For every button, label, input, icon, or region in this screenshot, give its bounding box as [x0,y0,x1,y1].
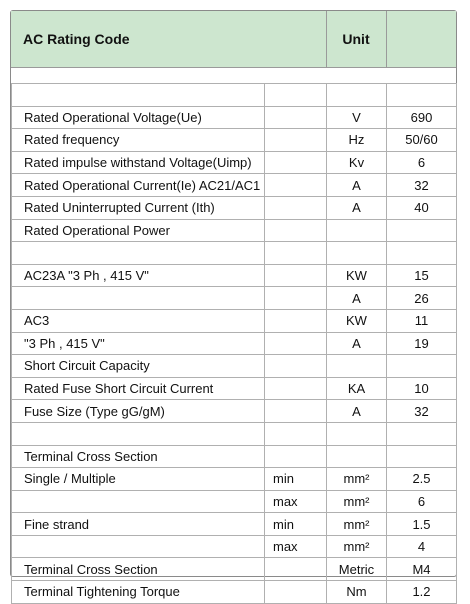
minmax-cell [265,129,327,152]
param-cell: Terminal Cross Section [12,558,265,581]
param-cell: Fuse Size (Type gG/gM) [12,400,265,423]
table-row [12,558,457,581]
unit-cell: mm² [327,490,387,513]
table-row [12,129,457,152]
table-row [12,535,457,558]
minmax-cell [265,242,327,265]
minmax-cell [265,445,327,468]
value-cell: 40 [387,196,457,219]
table-row [12,196,457,219]
unit-cell: Hz [327,129,387,152]
unit-cell: A [327,196,387,219]
unit-cell [327,422,387,445]
minmax-cell [265,400,327,423]
minmax-cell [265,558,327,581]
param-cell [12,287,265,310]
minmax-cell [265,377,327,400]
param-cell: Rated Fuse Short Circuit Current [12,377,265,400]
unit-cell: KW [327,264,387,287]
table-row [12,242,457,265]
minmax-cell [265,309,327,332]
value-cell: 6 [387,490,457,513]
table-row [12,106,457,129]
value-cell: 1.5 [387,513,457,536]
unit-cell [327,84,387,107]
unit-cell [327,445,387,468]
param-cell: Rated Uninterrupted Current (Ith) [12,196,265,219]
table-row [12,422,457,445]
value-cell [387,355,457,378]
table-row [12,264,457,287]
minmax-cell [265,84,327,107]
table-row [12,287,457,310]
minmax-cell [265,264,327,287]
value-cell: 6 [387,151,457,174]
unit-cell: mm² [327,468,387,491]
param-cell: Rated frequency [12,129,265,152]
value-cell: 10 [387,377,457,400]
param-cell [12,242,265,265]
value-cell: 32 [387,400,457,423]
unit-cell: KW [327,309,387,332]
minmax-cell: max [265,490,327,513]
value-cell [387,219,457,242]
minmax-cell [265,196,327,219]
minmax-cell [265,287,327,310]
table-row [12,84,457,107]
unit-cell: Nm [327,581,387,604]
unit-cell: A [327,287,387,310]
table-row [12,490,457,513]
unit-cell: A [327,332,387,355]
table-row [12,355,457,378]
param-cell: Rated impulse withstand Voltage(Uimp) [12,151,265,174]
param-cell: Single / Multiple [12,468,265,491]
table-row [12,309,457,332]
param-cell [12,422,265,445]
table-header [11,11,456,67]
minmax-cell [265,355,327,378]
param-cell: AC3 [12,309,265,332]
table-row [12,400,457,423]
unit-cell: A [327,174,387,197]
unit-cell [327,242,387,265]
table-row [12,581,457,604]
minmax-cell: max [265,535,327,558]
param-cell: Terminal Tightening Torque [12,581,265,604]
param-cell: Rated Operational Power [12,219,265,242]
minmax-cell: min [265,513,327,536]
table-row [12,219,457,242]
minmax-cell: min [265,468,327,491]
minmax-cell [265,219,327,242]
table-row [12,513,457,536]
unit-cell: Metric [327,558,387,581]
value-cell: 11 [387,309,457,332]
value-cell [387,445,457,468]
value-cell: 1.2 [387,581,457,604]
value-cell: 690 [387,106,457,129]
param-cell: Rated Operational Current(Ie) AC21/AC1 [12,174,265,197]
param-cell [12,84,265,107]
param-cell [12,490,265,513]
value-cell: 4 [387,535,457,558]
table-row [12,151,457,174]
header-spacer [11,67,456,83]
table-row [12,468,457,491]
param-cell: Terminal Cross Section [12,445,265,468]
header-unit: Unit [342,31,370,47]
header-ac-rating-code: AC Rating Code [23,31,130,47]
minmax-cell [265,151,327,174]
minmax-cell [265,332,327,355]
minmax-cell [265,581,327,604]
header-value [386,11,456,67]
value-cell [387,84,457,107]
value-cell [387,422,457,445]
param-cell: AC23A "3 Ph , 415 V" [12,264,265,287]
spec-table-frame [10,10,457,600]
param-cell: Fine strand [12,513,265,536]
table-row [12,332,457,355]
param-cell: Rated Operational Voltage(Ue) [12,106,265,129]
value-cell: 26 [387,287,457,310]
unit-cell: V [327,106,387,129]
value-cell: 32 [387,174,457,197]
unit-cell: A [327,400,387,423]
unit-cell: KA [327,377,387,400]
minmax-cell [265,422,327,445]
table-row [12,377,457,400]
unit-cell: Kv [327,151,387,174]
param-cell: "3 Ph , 415 V" [12,332,265,355]
param-cell [12,535,265,558]
value-cell: 50/60 [387,129,457,152]
value-cell: 19 [387,332,457,355]
unit-cell [327,355,387,378]
param-cell: Short Circuit Capacity [12,355,265,378]
table-row [12,445,457,468]
value-cell [387,242,457,265]
unit-cell: mm² [327,513,387,536]
table-row [12,174,457,197]
unit-cell: mm² [327,535,387,558]
value-cell: 2.5 [387,468,457,491]
unit-cell [327,219,387,242]
minmax-cell [265,174,327,197]
minmax-cell [265,106,327,129]
spec-table [11,83,457,604]
value-cell: 15 [387,264,457,287]
value-cell: M4 [387,558,457,581]
